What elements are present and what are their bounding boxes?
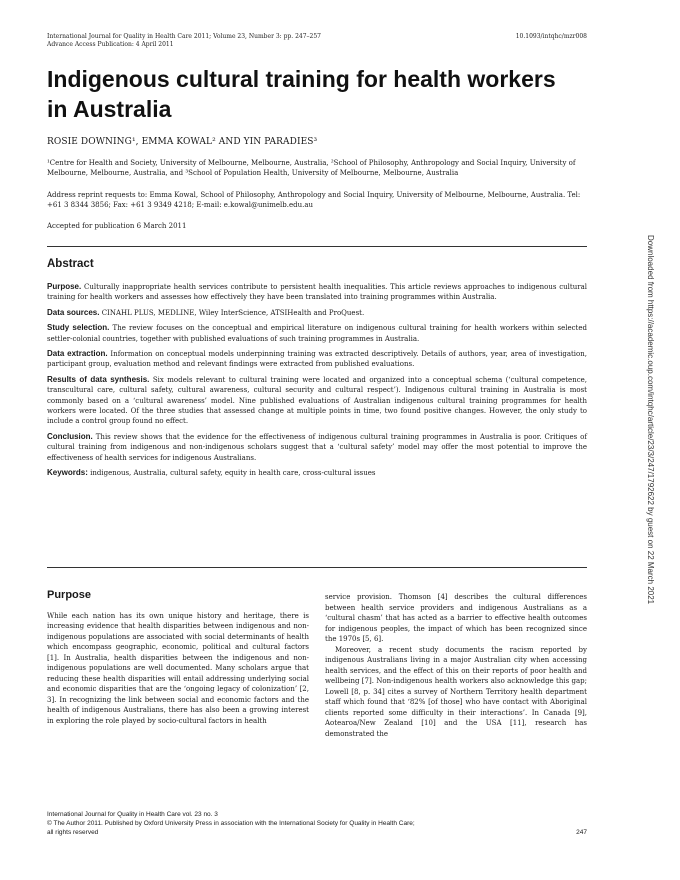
footer-copyright: © The Author 2011. Published by Oxford University Press in association with the International Society for Quality in Health Care; xyxy=(47,820,415,827)
footer-rights: all rights reserved xyxy=(47,829,99,836)
abstract-study-selection: Study selection. The review focuses on the conceptual and empirical literature on indigenous cultural training for health workers within selected settler-colonial countries, together with published evaluations of such training programmes in Australia. xyxy=(47,323,587,343)
accepted-date: Accepted for publication 6 March 2011 xyxy=(47,222,187,230)
author-list: ROSIE DOWNING¹, EMMA KOWAL² AND YIN PARADIES³ xyxy=(47,137,318,147)
affiliations: ¹Centre for Health and Society, University of Melbourne, Melbourne, Australia, ²School of Philosophy, Anthropology and Social Inquiry, University of Melbourne, Melbourne, Australia, and ³School of Population Health, University of Melbourne, Melbourne, Australia xyxy=(47,159,576,177)
abstract-top-rule xyxy=(47,246,587,247)
doi: 10.1093/intqhc/mzr008 xyxy=(515,33,587,40)
purpose-heading: Purpose xyxy=(47,589,92,601)
left-column xyxy=(47,590,309,726)
footer-journal: International Journal for Quality in Health Care vol. 23 no. 3 xyxy=(47,811,218,818)
right-column xyxy=(325,592,587,739)
article-title: Indigenous cultural training for health workers in Australia xyxy=(47,66,556,122)
body-paragraph: Moreover, a recent study documents the racism reported by indigenous Australians living in a major Australian city when accessing health services, and the effect of this on their reports of poor health and wellbeing [7]. Non-indigenous health workers also acknowledge this gap; Lowell [8, p. 34] cites a survey of Northern Territory health department staff which found that ‘82% [of those] who have contact with Aboriginal clients reported some difficulty in their interactions’. In Canada [9], Aotearoa/New Zealand [10] and the USA [11], research has demonstrated the xyxy=(325,645,587,738)
abstract-heading: Abstract xyxy=(47,258,94,270)
body-paragraph: service provision. Thomson [4] describes the cultural differences between health service providers and indigenous Australians as a ‘cultural chasm’ that has acted as a barrier to effective health outcomes for indigenous peoples, the impact of which has been recognized since the 1970s [5, 6]. xyxy=(325,593,587,643)
advance-access-line: Advance Access Publication: 4 April 2011 xyxy=(47,41,174,48)
abstract-body xyxy=(47,282,587,484)
download-watermark: Downloaded from https://academic.oup.com/intqhc/article/23/3/247/1792622 by guest on 22 March 2021 xyxy=(646,235,655,605)
abstract-data-extraction: Data extraction. Information on conceptual models underpinning training was extracted descriptively. Details of authors, year, area of investigation, participant group, evaluation method and relevant findings were extracted from published evaluations. xyxy=(47,349,587,369)
body-paragraph: While each nation has its own unique history and heritage, there is increasing evidence that health disparities between indigenous and non-indigenous populations are associated with social determinants of health which encompass geographic, economic, political and cultural factors [1]. In Australia, health disparities between the indigenous and non-indigenous populations are well documented. Many scholars argue that reducing these health disparities will entail addressing underlying social and economic disparities that are the ‘ongoing legacy of colonization’ [2, 3]. In recognizing the link between social and economic factors and the health of indigenous Australians, there has also been a growing interest in exploring the role played by socio-cultural factors in health xyxy=(47,611,309,725)
page-footer xyxy=(47,810,587,837)
abstract-keywords: Keywords: indigenous, Australia, cultural safety, equity in health care, cross-cultural issues xyxy=(47,468,376,478)
abstract-results: Results of data synthesis. Six models relevant to cultural training were located and organized into a conceptual schema (‘cultural competence, transcultural care, cultural safety, cultural awareness, cultural security and cultural respect’). Indigenous cultural training in Australia is most commonly based on a ‘cultural awareness’ model. Nine published evaluations of Australian indigenous cultural training programmes for health workers were located. Of the three studies that assessed change at multiple points in time, two found positive changes. However, the only study to include a control group found no effect. xyxy=(47,374,587,426)
abstract-data-sources: Data sources. CINAHL PLUS, MEDLINE, Wiley InterScience, ATSIHealth and ProQuest. xyxy=(47,307,365,317)
page-number: 247 xyxy=(576,829,587,836)
abstract-bottom-rule xyxy=(47,567,587,568)
journal-citation: International Journal for Quality in Health Care 2011; Volume 23, Number 3: pp. 247–257 xyxy=(47,33,321,40)
running-header xyxy=(47,33,587,49)
abstract-purpose: Purpose. Culturally inappropriate health services contribute to persistent health inequalities. This article reviews approaches to indigenous cultural training for health workers and assesses how effectively they have been translated into training programmes within Australia. xyxy=(47,282,587,302)
abstract-conclusion: Conclusion. This review shows that the evidence for the effectiveness of indigenous cultural training programmes in Australia is poor. Critiques of cultural training from indigenous and non-indigenous scholars suggest that a ‘cultural safety’ model may offer the most potential to improve the effectiveness of health services for indigenous Australians. xyxy=(47,431,587,462)
reprint-address: Address reprint requests to: Emma Kowal, School of Philosophy, Anthropology and Social Inquiry, University of Melbourne, Melbourne, Australia. Tel: +61 3 8344 3856; Fax: +61 3 9349 4218; E-mail: e.kowal@unimelb.edu.au xyxy=(47,191,581,209)
